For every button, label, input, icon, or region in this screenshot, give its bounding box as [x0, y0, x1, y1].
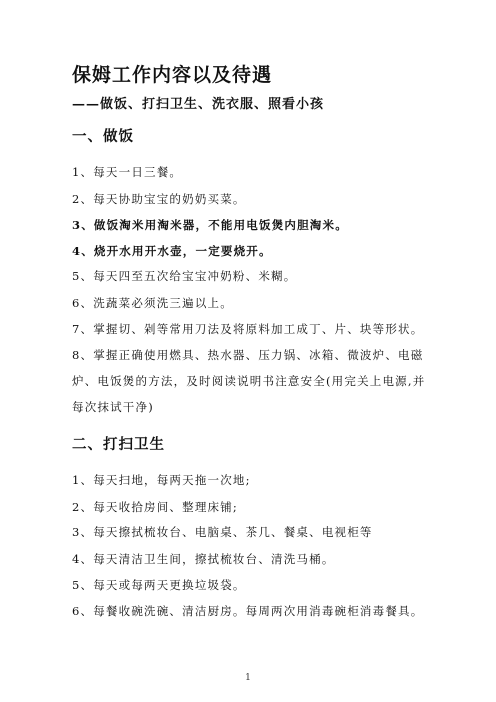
list-item: 3、每天擦拭梳妆台、电脑桌、茶几、餐桌、电视柜等	[72, 525, 373, 539]
document-subtitle: ——做饭、打扫卫生、洗衣服、照看小孩	[72, 97, 325, 112]
list-item: 8、掌握正确使用燃具、热水器、压力锅、冰箱、微波炉、电磁炉、电饭煲的方法，及时阅读说明书注意安全(用完关上电源,并每次抹试干净)	[72, 348, 426, 414]
section-heading-cleaning: 二、打扫卫生	[72, 436, 165, 453]
list-item: 1、每天一日三餐。	[72, 165, 183, 179]
list-item: 4、烧开水用开水壶，一定要烧开。	[72, 244, 272, 258]
list-item: 5、每天四至五次给宝宝冲奶粉、米糊。	[72, 269, 297, 283]
list-item: 7、掌握切、剁等常用刀法及将原料加工成丁、片、块等形状。	[72, 322, 424, 336]
list-item: 5、每天或每两天更换垃圾袋。	[72, 578, 246, 592]
document-title: 保姆工作内容以及待遇	[72, 64, 273, 86]
page-number: 1	[245, 673, 251, 683]
section-heading-cooking: 一、做饭	[72, 128, 134, 145]
list-item: 6、每餐收碗洗碗、清洁厨房。每周两次用消毒碗柜消毒餐具。	[72, 604, 424, 618]
list-item: 1、每天扫地，每两天拖一次地;	[72, 473, 251, 487]
list-item: 6、洗蔬菜必须洗三遍以上。	[72, 296, 233, 310]
list-item: 4、每天清洁卫生间，擦拭梳妆台、清洗马桶。	[72, 552, 335, 566]
list-item: 2、每天收拾房间、整理床铺;	[72, 500, 238, 514]
list-item: 3、做饭淘米用淘米器，不能用电饭煲内胆淘米。	[72, 218, 348, 232]
list-item: 2、每天协助宝宝的奶奶买菜。	[72, 192, 246, 206]
